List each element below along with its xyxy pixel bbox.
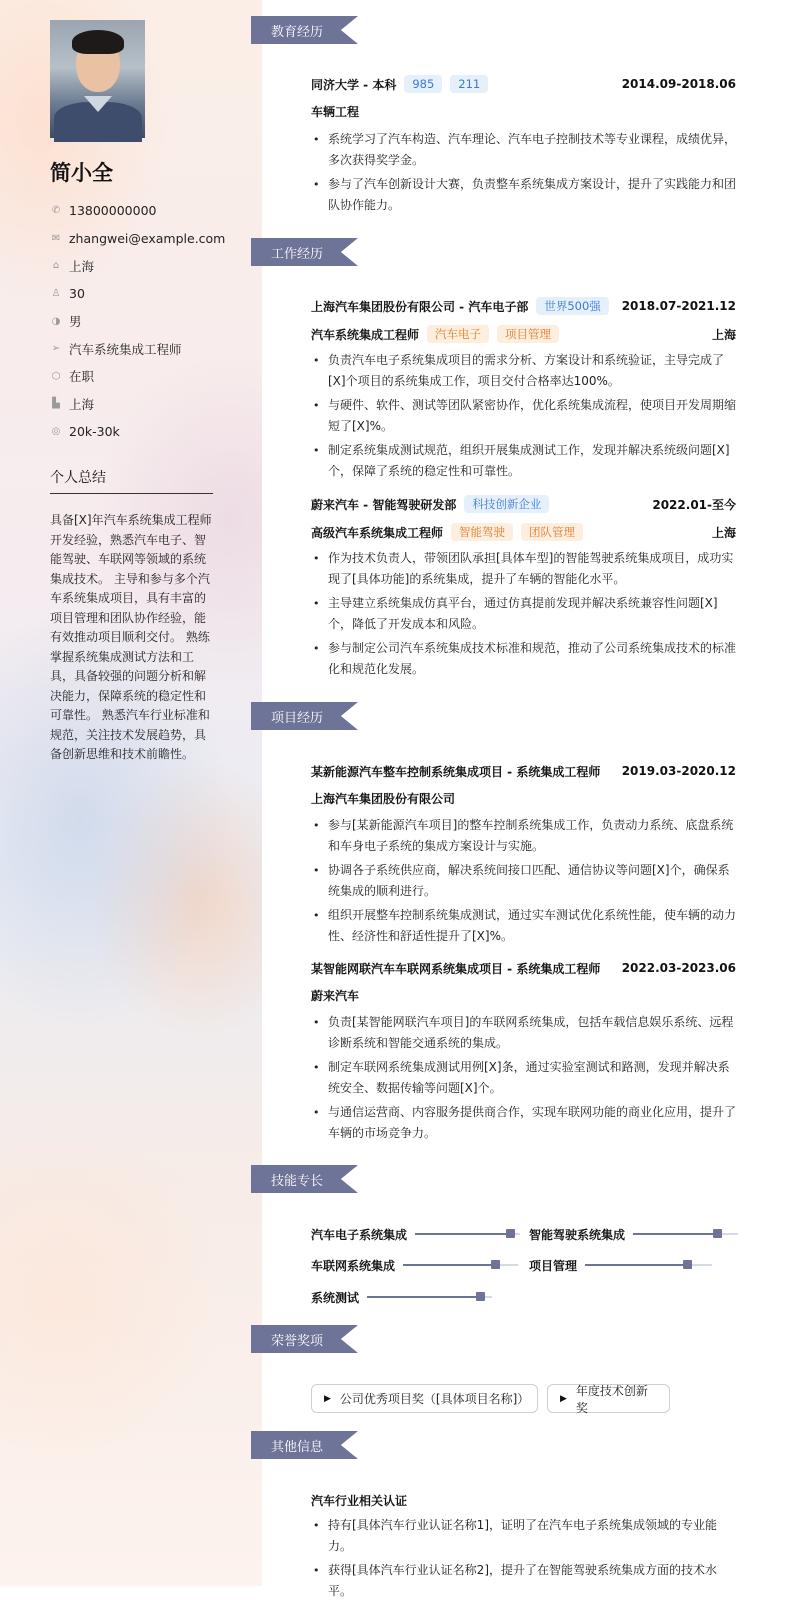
info-email <box>50 225 225 253</box>
project-2-header-row <box>311 959 736 977</box>
photo-hair <box>72 30 124 54</box>
info-job-target-text: 汽车系统集成工程师 <box>69 341 182 357</box>
info-status-text: 在职 <box>69 369 95 385</box>
list-item: • 系统学习了汽车构造、汽车理论、汽车电子控制技术等专业课程，成绩优异，多次获得奖学金。 <box>311 129 737 171</box>
education-bullets <box>311 129 737 219</box>
award-text: 公司优秀项目奖（[具体项目名称]） <box>339 1392 530 1406</box>
list-item: • 负责汽车电子系统集成项目的需求分析、方案设计和系统验证，主导完成了[X]个项目的系统集成工作，项目交付合格率达100%。 <box>311 350 737 392</box>
list-item: • 与硬件、软件、测试等团队紧密协作，优化系统集成流程，使项目开发周期缩短了[X]%。 <box>311 395 737 437</box>
section-skills-title: 技能专长 <box>271 1174 324 1189</box>
profile-photo <box>50 20 145 138</box>
project-title: 某新能源汽车整车控制系统集成项目 - 系统集成工程师 <box>311 764 601 779</box>
section-education-header <box>251 16 358 44</box>
work-date: 2018.07-2021.12 <box>621 299 736 313</box>
work-1-role-row <box>311 325 736 343</box>
gender-icon: ◑ <box>51 315 61 327</box>
skill-bar <box>585 1264 712 1266</box>
section-skills-header <box>251 1165 358 1193</box>
skill-bar-fill <box>367 1296 480 1298</box>
work-2-header-row <box>311 495 736 513</box>
skill-bar-knob <box>683 1260 692 1269</box>
project-1-org-row <box>311 789 736 807</box>
section-awards-header <box>251 1325 358 1353</box>
work-company: 上海汽车集团股份有限公司 - 汽车电子部 <box>311 299 529 314</box>
work-role: 高级汽车系统集成工程师 <box>311 525 444 540</box>
role-tag: 项目管理 <box>497 325 559 343</box>
work-company: 蔚来汽车 - 智能驾驶研发部 <box>311 497 457 512</box>
list-item: • 制定系统集成测试规范，组织开展集成测试工作，发现并解决系统级问题[X]个，保障了系统的稳定性和可靠性。 <box>311 440 737 482</box>
role-tag: 智能驾驶 <box>451 523 513 541</box>
building-icon: ▙ <box>52 398 60 410</box>
home-icon: ⌂ <box>52 260 60 272</box>
project-org: 蔚来汽车 <box>311 988 360 1003</box>
work-city: 上海 <box>711 327 736 342</box>
list-item: • 参与了汽车创新设计大赛，负责整车系统集成方案设计，提升了实践能力和团队协作能力。 <box>311 174 737 216</box>
skill-bar <box>633 1233 738 1235</box>
skill-bar-knob <box>506 1229 515 1238</box>
skill-bar-fill <box>415 1233 510 1235</box>
info-job-target <box>50 335 225 363</box>
info-target-city <box>50 390 225 418</box>
award-text: 年度技术创新奖 <box>575 1383 648 1415</box>
section-work-header <box>251 238 358 266</box>
list-item: • 组织开展整车控制系统集成测试，通过实车测试优化系统性能，使车辆的动力性、经济性和舒适性提升了[X]%。 <box>311 905 737 947</box>
project-2-bullets <box>311 1012 737 1147</box>
info-gender-text: 男 <box>69 314 82 330</box>
education-tag: 211 <box>450 75 488 93</box>
section-work-title: 工作经历 <box>271 247 324 262</box>
skill-bar-knob <box>491 1260 500 1269</box>
info-phone <box>50 197 225 225</box>
info-phone-text: 13800000000 <box>69 203 157 219</box>
list-item: • 制定车联网系统集成测试用例[X]条，通过实验室测试和路测，发现并解决系统安全、数据传输等问题[X]个。 <box>311 1057 737 1099</box>
project-2-org-row <box>311 986 736 1004</box>
info-email-text: zhangwei@example.com <box>69 230 226 246</box>
skill-bar <box>403 1264 518 1266</box>
project-1-bullets <box>311 815 737 950</box>
list-item: • 协调各子系统供应商，解决系统间接口匹配、通信协议等问题[X]个，确保系统集成的顺利进行。 <box>311 860 737 902</box>
summary-title: 个人总结 <box>50 470 106 486</box>
project-title: 某智能网联汽车车联网系统集成项目 - 系统集成工程师 <box>311 961 601 976</box>
info-salary <box>50 418 225 446</box>
work-date: 2022.01-至今 <box>652 497 736 512</box>
skill-item <box>529 1257 712 1273</box>
skill-name: 项目管理 <box>529 1258 578 1273</box>
skill-name: 车联网系统集成 <box>311 1258 396 1273</box>
company-tag: 科技创新企业 <box>464 495 549 513</box>
list-item: • 参与[某新能源汽车项目]的整车控制系统集成工作，负责动力系统、底盘系统和车身电子系统的集成方案设计与实施。 <box>311 815 737 857</box>
work-city: 上海 <box>711 525 736 540</box>
work-role: 汽车系统集成工程师 <box>311 327 420 342</box>
skill-name: 系统测试 <box>311 1290 360 1305</box>
education-major: 车辆工程 <box>311 104 360 119</box>
role-tag: 汽车电子 <box>427 325 489 343</box>
work-1-bullets <box>311 350 737 485</box>
info-age-text: 30 <box>69 286 85 302</box>
skill-item <box>311 1289 492 1305</box>
info-status <box>50 363 225 391</box>
role-tag: 团队管理 <box>521 523 583 541</box>
project-org: 上海汽车集团股份有限公司 <box>311 791 456 806</box>
skill-bar-fill <box>633 1233 717 1235</box>
info-location <box>50 252 225 280</box>
education-tag: 985 <box>404 75 442 93</box>
skill-bar-fill <box>585 1264 687 1266</box>
list-item: • 持有[具体汽车行业认证名称1]，证明了在汽车电子系统集成领域的专业能力。 <box>311 1515 737 1557</box>
skill-item <box>529 1226 738 1242</box>
play-icon: ▶ <box>560 1393 567 1404</box>
play-icon: ▶ <box>324 1393 331 1404</box>
info-age <box>50 280 225 308</box>
sidebar <box>0 0 262 1586</box>
send-icon: ➢ <box>51 343 61 355</box>
summary-text: 具备[X]年汽车系统集成工程师开发经验，熟悉汽车电子、智能驾驶、车联网等领域的系统集成技术。 主导和参与多个汽车系统集成项目，具有丰富的项目管理和团队协作经验，能有效推动项目顺利交付。 熟练掌握系统集成测试方法和工具，具备较强的问题分析和解决能力，保障系统的稳定性和可靠性。 熟悉汽车行业标准和规范，关注技术发展趋势，具备创新思维和技术前瞻性。 <box>50 513 212 761</box>
contact-info-list <box>50 197 225 445</box>
education-header-row <box>311 75 736 93</box>
candidate-name: 简小全 <box>50 161 113 185</box>
section-awards-title: 荣誉奖项 <box>271 1334 324 1349</box>
skill-item <box>311 1226 520 1242</box>
salary-icon: ◎ <box>51 426 61 438</box>
section-education-title: 教育经历 <box>271 25 324 40</box>
section-projects-header <box>251 702 358 730</box>
education-date: 2014.09-2018.06 <box>621 77 736 91</box>
project-date: 2022.03-2023.06 <box>621 961 736 975</box>
list-item: • 与通信运营商、内容服务提供商合作，实现车联网功能的商业化应用，提升了车辆的市场竞争力。 <box>311 1102 737 1144</box>
list-item: • 获得[具体汽车行业认证名称2]，提升了在智能驾驶系统集成方面的技术水平。 <box>311 1560 737 1602</box>
award-item <box>311 1384 538 1413</box>
work-2-bullets <box>311 548 737 683</box>
skill-name: 汽车电子系统集成 <box>311 1227 408 1242</box>
company-tag: 世界500强 <box>536 297 608 315</box>
skill-bar-fill <box>403 1264 495 1266</box>
other-title-row <box>311 1491 736 1509</box>
status-icon: ⬡ <box>51 370 61 382</box>
mail-icon: ✉ <box>51 232 61 244</box>
age-icon: ♙ <box>51 288 61 300</box>
other-bullets <box>311 1515 737 1605</box>
work-1-header-row <box>311 297 736 315</box>
info-location-text: 上海 <box>69 258 95 274</box>
info-target-city-text: 上海 <box>69 396 95 412</box>
section-other-title: 其他信息 <box>271 1440 324 1455</box>
other-title: 汽车行业相关认证 <box>311 1493 408 1508</box>
list-item: • 主导建立系统集成仿真平台，通过仿真提前发现并解决系统兼容性问题[X]个，降低了开发成本和风险。 <box>311 593 737 635</box>
skill-item <box>311 1257 518 1273</box>
skill-bar <box>415 1233 520 1235</box>
skill-bar-knob <box>476 1292 485 1301</box>
phone-icon: ✆ <box>51 205 61 217</box>
award-item <box>547 1384 670 1413</box>
info-gender <box>50 307 225 335</box>
summary-divider <box>50 493 213 494</box>
project-1-header-row <box>311 762 736 780</box>
list-item: • 参与制定公司汽车系统集成技术标准和规范，推动了公司系统集成技术的标准化和规范化发展。 <box>311 638 737 680</box>
info-salary-text: 20k-30k <box>69 424 120 440</box>
skill-bar-knob <box>713 1229 722 1238</box>
skill-name: 智能驾驶系统集成 <box>529 1227 626 1242</box>
section-projects-title: 项目经历 <box>271 711 324 726</box>
list-item: • 负责[某智能网联汽车项目]的车联网系统集成，包括车载信息娱乐系统、远程诊断系统和智能交通系统的集成。 <box>311 1012 737 1054</box>
skill-bar <box>367 1296 492 1298</box>
section-other-header <box>251 1431 358 1459</box>
education-school: 同济大学 - 本科 <box>311 77 397 92</box>
education-major-row <box>311 102 736 120</box>
list-item: • 作为技术负责人，带领团队承担[具体车型]的智能驾驶系统集成项目，成功实现了[具体功能]的系统集成，提升了车辆的智能化水平。 <box>311 548 737 590</box>
project-date: 2019.03-2020.12 <box>621 764 736 778</box>
work-2-role-row <box>311 523 736 541</box>
